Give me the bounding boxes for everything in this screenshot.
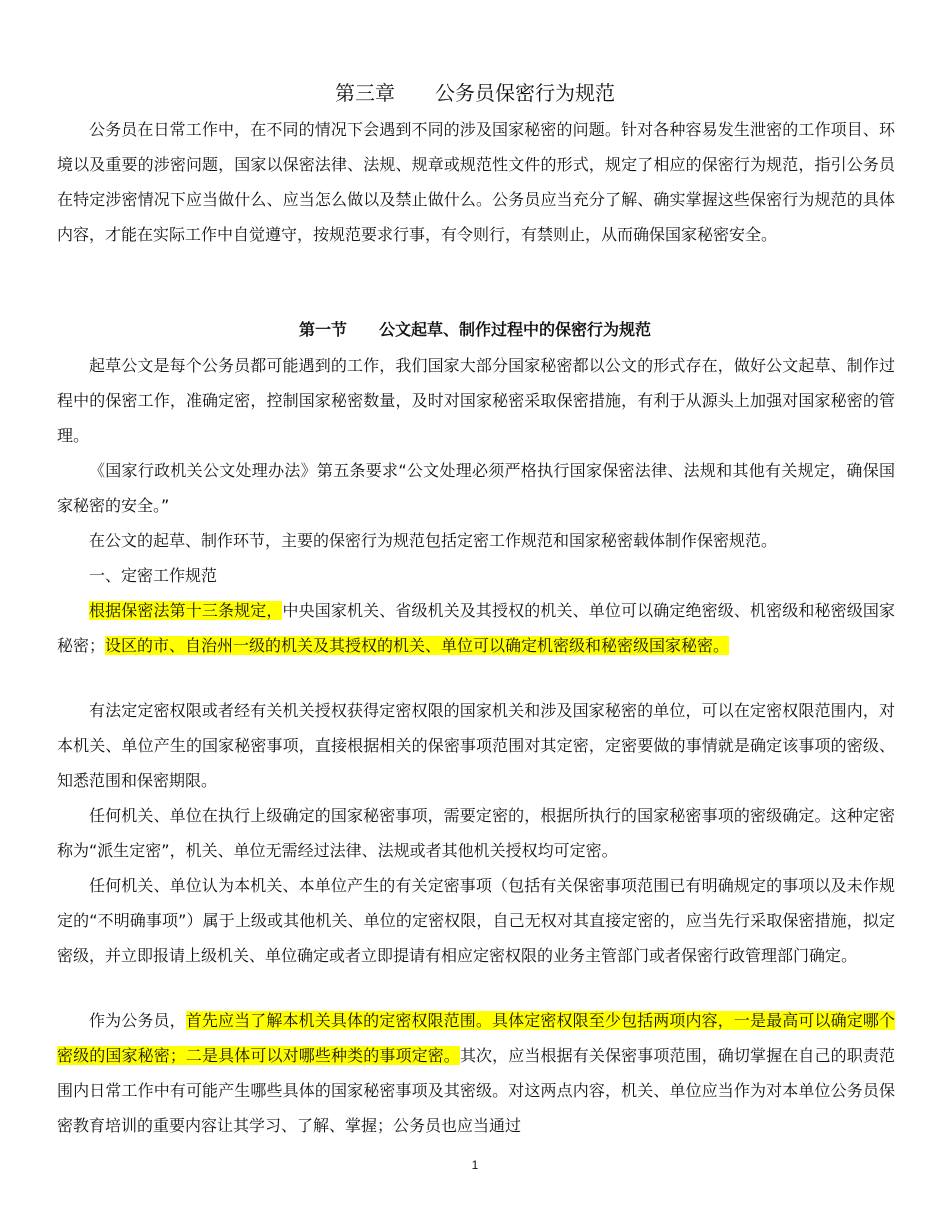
page-number: 1 [471,1158,479,1172]
subheading-classification-norms: 一、定密工作规范 [89,566,218,585]
main-norms-paragraph: 在公文的起草、制作环节，主要的保密行为规范包括定密工作规范和国家秘密载体制作保密规范。 [89,531,778,550]
highlight-art13-intro: 根据保密法第十三条规定， [89,601,283,620]
drafting-paragraph: 起草公文是每个公务员都可能遇到的工作，我们国家大部分国家秘密都以公文的形式存在，做好公文起草、制作过程中的保密工作，准确定密，控制国家秘密数量，及时对国家秘密采取保密措施，有利于从源头上加强对国家秘密的管理。 [57,356,895,445]
derived-classification-paragraph: 任何机关、单位在执行上级确定的国家秘密事项，需要定密的，根据所执行的国家秘密事项的密级确定。这种定密称为“派生定密”，机关、单位无需经过法律、法规或者其他机关授权均可定密。 [57,806,895,860]
authority-paragraph: 有法定定密权限或者经有关机关授权获得定密权限的国家机关和涉及国家秘密的单位，可以在定密权限范围内，对本机关、单位产生的国家秘密事项，直接根据相关的保密事项范围对其定密，定密要做的事情就是确定该事项的密级、知悉范围和保密期限。 [57,701,895,790]
article-13-paragraph [57,593,895,663]
unclear-matters-paragraph: 任何机关、单位认为本机关、本单位产生的有关定密事项（包括有关保密事项范围已有明确规定的事项以及未作规定的“不明确事项”）属于上级或其他机关、单位的定密权限，自己无权对其直接定密的，应当先行采取保密措施，拟定密级，并立即报请上级机关、单位确定或者立即提请有相应定密权限的业务主管部门或者保密行政管理部门确定。 [57,876,895,965]
civil-text-rest: 其次，应当根据有关保密事项范围，确切掌握在自己的职责范围内日常工作中有可能产生哪些具体的国家秘密事项及其密级。对这两点内容，机关、单位应当作为对本单位公务员保密教育培训的重要内容让其学习、了解、掌握；公务员也应当通过 [57,1046,895,1135]
chapter-title: 第三章 公务员保密行为规范 [335,81,615,105]
civil-text-lead: 作为公务员， [89,1011,186,1030]
regulation-paragraph: 《国家行政机关公文处理办法》第五条要求“公文处理必须严格执行国家保密法律、法规和其他有关规定，确保国家秘密的安全。” [57,461,895,515]
section-title: 第一节 公文起草、制作过程中的保密行为规范 [298,320,651,339]
intro-paragraph: 公务员在日常工作中，在不同的情况下会遇到不同的涉及国家秘密的问题。针对各种容易发生泄密的工作项目、环境以及重要的涉密问题，国家以保密法律、法规、规章或规范性文件的形式，规定了相应的保密行为规范，指引公务员在特定涉密情况下应当做什么、应当怎么做以及禁止做什么。公务员应当充分了解、确实掌握这些保密行为规范的具体内容，才能在实际工作中自觉遵守，按规范要求行事，有令则行，有禁则止，从而确保国家秘密安全。 [57,120,895,244]
civil-servant-paragraph [57,1003,895,1143]
art13-text: 中央国家机关、省级机关及其授权的机关、单位可以确定绝密级、机密级和秘密级国家秘密； [57,601,895,655]
highlight-authority-scope: 首先应当了解本机关具体的定密权限范围。具体定密权限至少包括两项内容，一是最高可以确定哪个密级的国家秘密；二是具体可以对哪些种类的事项定密。 [57,1011,895,1065]
highlight-art13-city: 设区的市、自治州一级的机关及其授权的机关、单位可以确定机密级和秘密级国家秘密。 [105,636,730,655]
